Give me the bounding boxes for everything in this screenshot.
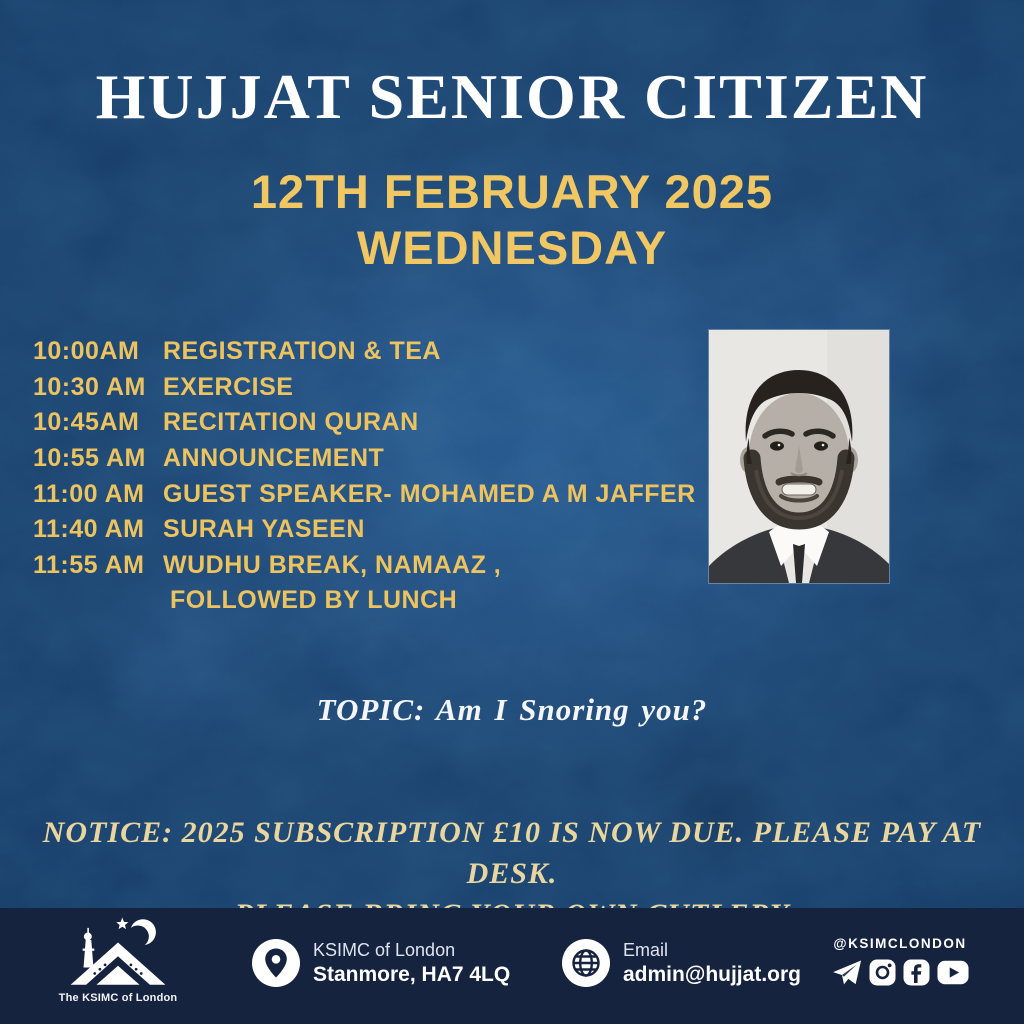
speaker-photo xyxy=(709,330,889,583)
schedule-time: 10:55 AM xyxy=(33,444,146,473)
globe-icon xyxy=(562,939,610,987)
schedule-row xyxy=(33,370,696,406)
footer-bar xyxy=(0,908,1024,1024)
speaker-portrait-illustration xyxy=(709,330,889,583)
schedule-activity-continuation: FOLLOWED BY LUNCH xyxy=(170,586,458,615)
schedule-time: 11:40 AM xyxy=(33,515,145,544)
schedule-time: 10:45AM xyxy=(33,408,140,437)
event-date-line1: 12TH FEBRUARY 2025 xyxy=(250,165,774,218)
schedule-row xyxy=(33,476,696,512)
email-label: Email xyxy=(623,940,669,960)
schedule-row xyxy=(33,405,696,441)
social-handle[interactable]: @KSIMCLONDON xyxy=(833,936,967,951)
schedule-activity: ANNOUNCEMENT xyxy=(163,444,385,473)
schedule-time: 11:55 AM xyxy=(33,550,145,579)
schedule-activity: GUEST SPEAKER- MOHAMED A M JAFFER xyxy=(163,479,696,508)
schedule-list xyxy=(33,334,696,619)
telegram-icon[interactable] xyxy=(832,959,862,986)
event-date xyxy=(0,164,1024,276)
social-icons-row xyxy=(820,959,980,986)
schedule-row xyxy=(33,334,696,370)
email-address[interactable]: admin@hujjat.org xyxy=(623,963,801,986)
location-name: KSIMC of London xyxy=(313,940,456,960)
social-block xyxy=(820,936,980,986)
schedule-activity: EXERCISE xyxy=(163,372,294,401)
notice-line1: NOTICE: 2025 SUBSCRIPTION £10 IS NOW DUE. PLEASE PAY AT DESK. xyxy=(42,816,982,890)
schedule-activity: SURAH YASEEN xyxy=(163,515,365,544)
location-pin-icon xyxy=(252,939,300,987)
youtube-icon[interactable] xyxy=(937,960,969,985)
schedule-activity: RECITATION QURAN xyxy=(163,408,419,437)
schedule-row xyxy=(33,548,696,584)
logo-caption: The KSIMC of London xyxy=(58,992,178,1004)
location-block xyxy=(252,938,510,988)
page-title: HUJJAT SENIOR CITIZEN xyxy=(95,61,929,132)
event-date-line2: WEDNESDAY xyxy=(356,221,668,274)
schedule-row xyxy=(33,512,696,548)
schedule-row xyxy=(33,441,696,477)
topic-line: TOPIC: Am I Snoring you? xyxy=(316,692,708,727)
schedule-activity: REGISTRATION & TEA xyxy=(163,337,441,366)
ksimc-logo xyxy=(50,914,186,1004)
schedule-time: 10:00AM xyxy=(33,337,140,366)
email-block xyxy=(562,938,801,988)
schedule-time: 11:00 AM xyxy=(33,479,145,508)
schedule-time: 10:30 AM xyxy=(33,372,146,401)
facebook-icon[interactable] xyxy=(903,959,930,986)
location-address: Stanmore, HA7 4LQ xyxy=(313,963,511,986)
schedule-activity: WUDHU BREAK, NAMAAZ , xyxy=(163,550,502,579)
mosque-logo-icon xyxy=(62,914,174,990)
instagram-icon[interactable] xyxy=(869,959,896,986)
